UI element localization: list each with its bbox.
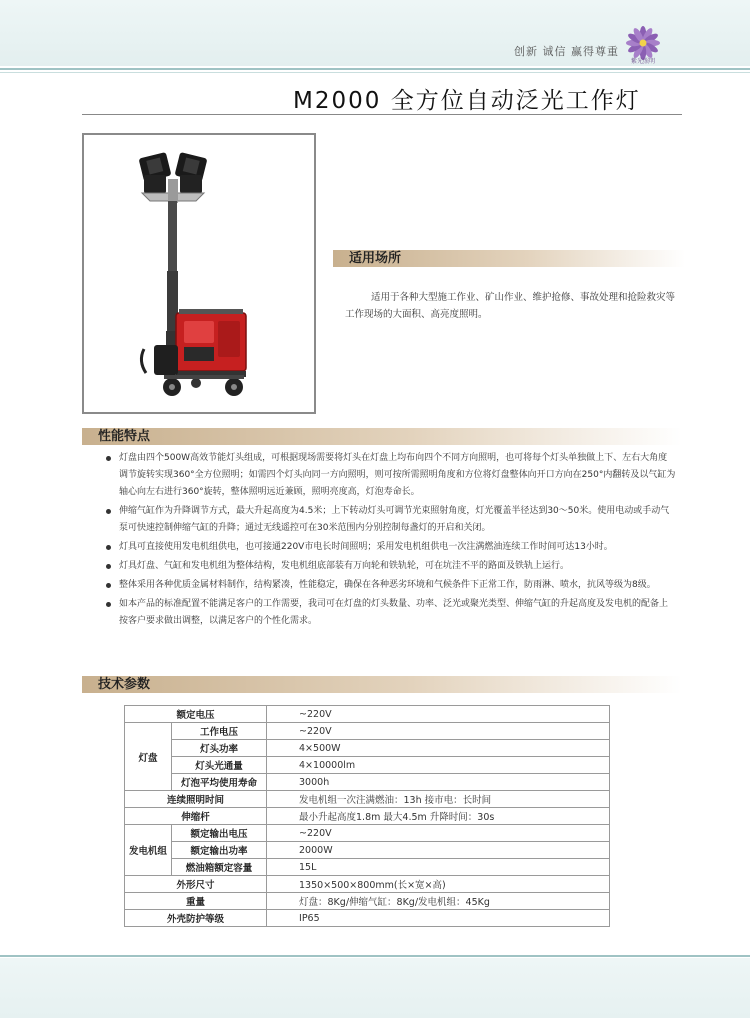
table-row (125, 808, 610, 825)
spec-label: 灯头功率 (172, 740, 267, 757)
spec-value: 3000h (267, 774, 610, 791)
spec-value: IP65 (267, 910, 610, 927)
logo-text: 紫光照明 (630, 58, 655, 65)
spec-label: 额定输出电压 (172, 825, 267, 842)
feature-item: 灯具可直接使用发电机组供电，也可接通220V市电长时间照明；采用发电机组供电一次注满燃油连续工作时间可达13小时。 (106, 539, 676, 556)
spec-group-lamp: 灯盘 (125, 723, 172, 791)
spec-label: 额定输出功率 (172, 842, 267, 859)
spec-label: 工作电压 (172, 723, 267, 740)
spec-value: 灯盘：8Kg/伸缩气缸：8Kg/发电机组：45Kg (267, 893, 610, 910)
application-text: 适用于各种大型施工作业、矿山作业、维护抢修、事故处理和抢险救灾等工作现场的大面积、高亮度照明。 (345, 292, 676, 320)
section-heading-specs: 技术参数 (82, 676, 682, 693)
table-row (125, 876, 610, 893)
spec-value: ~220V (267, 825, 610, 842)
table-row (125, 723, 610, 740)
table-row (125, 706, 610, 723)
table-row (125, 825, 610, 842)
spec-value: 4×500W (267, 740, 610, 757)
table-row (125, 740, 610, 757)
feature-item: 灯盘由四个500W高效节能灯头组成，可根据现场需要将灯头在灯盘上均布向四个不同方向照明，也可将每个灯头单独做上下、左右大角度调节旋转实现360°全方位照明；如需四个灯头向同一方向照明，则可按所需照明角度和方位将灯盘整体向开口方向在250°内翻转及以气缸为轴心向左右进行360°旋转，整体照明远近兼顾，照明亮度高，灯泡寿命长。 (106, 450, 676, 501)
table-row (125, 757, 610, 774)
spec-value: ~220V (267, 706, 610, 723)
spec-label: 灯泡平均使用寿命 (172, 774, 267, 791)
title-rule (82, 114, 682, 115)
spec-value: 15L (267, 859, 610, 876)
spec-value: 最小升起高度1.8m 最大4.5m 升降时间：30s (267, 808, 610, 825)
footer-rule (0, 955, 750, 957)
feature-list (106, 450, 676, 632)
spec-value: 2000W (267, 842, 610, 859)
table-row (125, 774, 610, 791)
spec-label: 外壳防护等级 (125, 910, 267, 927)
spec-label: 额定电压 (125, 706, 267, 723)
floodlight-tower-illustration (84, 135, 314, 412)
spec-label: 灯头光通量 (172, 757, 267, 774)
page-title: M2000 全方位自动泛光工作灯 (293, 88, 641, 114)
table-row (125, 842, 610, 859)
slogan: 创新 诚信 赢得尊重 (514, 45, 619, 58)
spec-value: 1350×500×800mm(长×宽×高) (267, 876, 610, 893)
feature-item: 整体采用各种优质金属材料制作，结构紧凑，性能稳定，确保在各种恶劣环境和气候条件下正常工作，防雨淋、喷水，抗风等级为8级。 (106, 577, 676, 594)
table-row (125, 910, 610, 927)
footer-band (0, 958, 750, 1018)
feature-item: 伸缩气缸作为升降调节方式，最大升起高度为4.5米；上下转动灯头可调节光束照射角度，灯光覆盖半径达到30～50米。使用电动或手动气泵可快速控制伸缩气缸的升降；通过无线遥控可在30米范围内分别控制每盏灯的开启和关闭。 (106, 503, 676, 537)
feature-item: 如本产品的标准配置不能满足客户的工作需要，我司可在灯盘的灯头数量、功率、泛光或聚光类型、伸缩气缸的升起高度及发电机的配备上按客户要求做出调整，以满足客户的个性化需求。 (106, 596, 676, 630)
spec-value: 4×10000lm (267, 757, 610, 774)
section-heading-features: 性能特点 (82, 428, 682, 445)
spec-label: 伸缩杆 (125, 808, 267, 825)
product-photo (82, 133, 316, 414)
spec-table (124, 705, 610, 927)
table-row (125, 791, 610, 808)
spec-group-generator: 发电机组 (125, 825, 172, 876)
table-row (125, 893, 610, 910)
header-rule-thin (0, 72, 750, 73)
feature-item: 灯具灯盘、气缸和发电机组为整体结构，发电机组底部装有万向轮和铁轨轮，可在坑洼不平的路面及铁轨上运行。 (106, 558, 676, 575)
spec-value: ~220V (267, 723, 610, 740)
table-row (125, 859, 610, 876)
header-rule (0, 68, 750, 70)
spec-label: 重量 (125, 893, 267, 910)
section-heading-application: 适用场所 (333, 250, 685, 267)
spec-label: 外形尺寸 (125, 876, 267, 893)
spec-label: 连续照明时间 (125, 791, 267, 808)
spec-value: 发电机组一次注满燃油：13h 接市电：长时间 (267, 791, 610, 808)
spec-label: 燃油箱额定容量 (172, 859, 267, 876)
